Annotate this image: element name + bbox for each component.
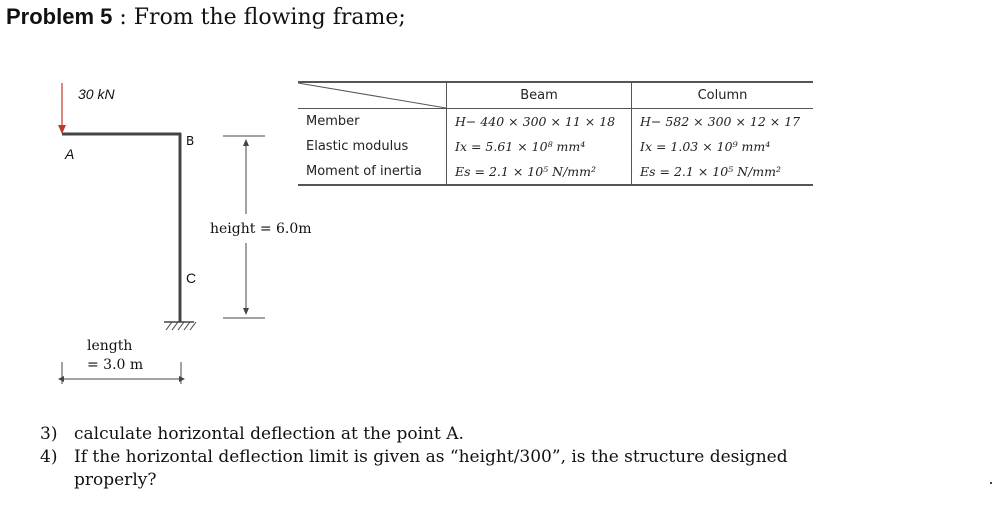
load-label: 30 kN [78,86,115,102]
title-separator: : [112,5,134,30]
header-column: Column [632,82,814,109]
beam-value: Ix = 5.61 × 10⁸ mm⁴ [447,134,632,159]
row-label: Elastic modulus [306,139,409,154]
question-item [40,423,834,446]
load-arrow [58,83,66,134]
table-row [298,109,813,135]
point-a-label: A [65,146,75,162]
point-c-label: C [186,270,197,286]
length-label-line1: length [87,338,133,354]
question-number: 3) [40,424,58,444]
stray-dot [990,482,992,484]
question-text: If the horizontal deflection limit is given as “height/300”, is the structure designed properly? [74,447,788,490]
problem-subtitle: From the flowing frame; [133,5,406,30]
question-item [40,446,834,492]
problem-number: Problem 5 [6,4,113,29]
row-label: Member [306,114,360,129]
beam-value: Es = 2.1 × 10⁵ N/mm² [447,159,632,185]
question-text: calculate horizontal deflection at the point A. [74,424,464,444]
table-row [298,134,813,159]
fixed-support [164,322,196,330]
section-properties-table [298,81,813,186]
table-row [298,159,813,185]
table-header-row [298,82,813,109]
height-label: height = 6.0m [210,221,312,237]
length-label-line2: = 3.0 m [87,357,144,373]
question-list [40,423,834,492]
column-value: Ix = 1.03 × 10⁹ mm⁴ [632,134,814,159]
point-b-label: B [186,134,195,148]
table-corner-cell [298,82,447,109]
row-label: Moment of inertia [298,159,447,185]
question-number: 4) [40,447,58,467]
header-beam: Beam [447,82,632,109]
column-value: Es = 2.1 × 10⁵ N/mm² [632,159,814,185]
column-value: H− 582 × 300 × 12 × 17 [632,109,814,135]
beam-value: H− 440 × 300 × 11 × 18 [447,109,632,135]
